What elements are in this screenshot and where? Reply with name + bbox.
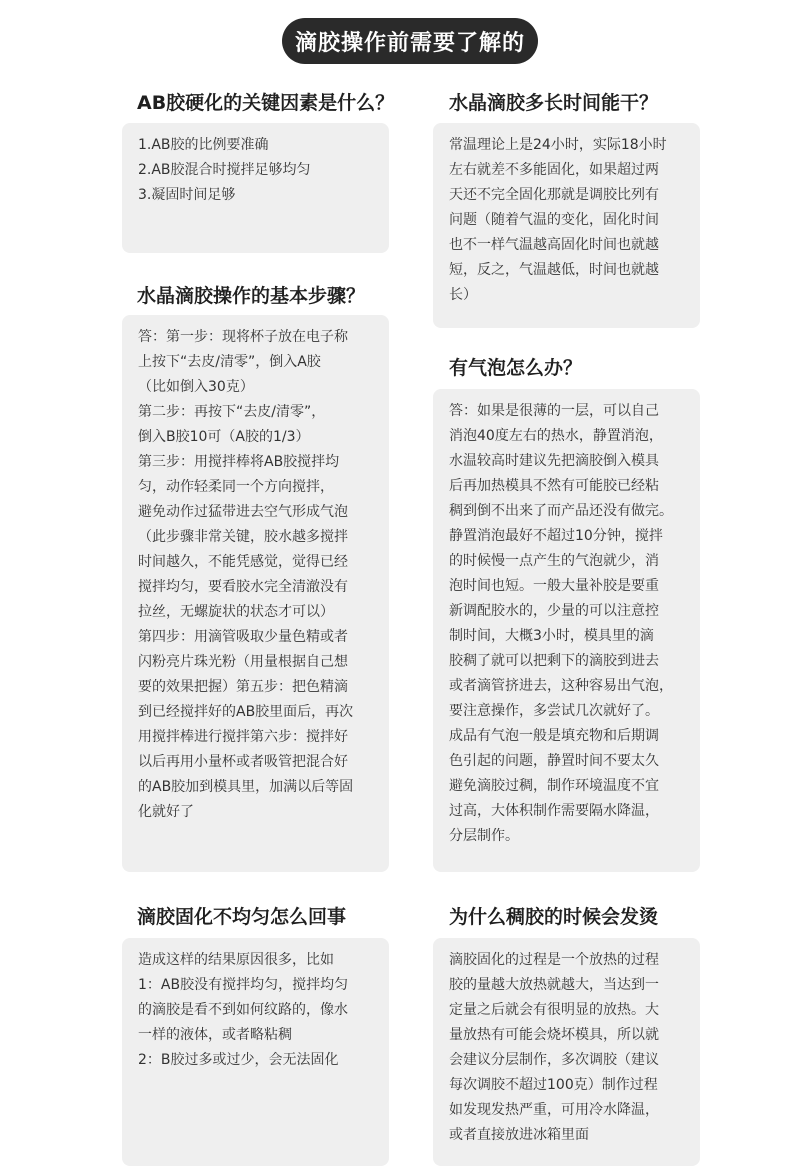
answer-line: 3.凝固时间足够 xyxy=(138,187,236,203)
answer-line: 闪粉亮片珠光粉（用量根据自己想 xyxy=(138,654,348,670)
answer-card-drying-time xyxy=(433,123,700,328)
answer-line: 1.AB胶的比例要准确 xyxy=(138,137,269,153)
answer-line: 滴胶固化的过程是一个放热的过程 xyxy=(449,952,659,968)
answer-line: （比如倒入30克） xyxy=(138,379,254,395)
answer-line: 倒入B胶10可（A胶的1/3） xyxy=(138,429,310,445)
answer-line: 会建议分层制作，多次调胶（建议 xyxy=(449,1052,659,1068)
answer-line: 化就好了 xyxy=(138,804,194,820)
answer-line: 避免滴胶过稠，制作环境温度不宜 xyxy=(449,778,659,794)
answer-line: 制时间，大概3小时，模具里的滴 xyxy=(449,628,654,644)
question-bubbles: 有气泡怎么办？ xyxy=(449,357,583,379)
question-basic-steps: 水晶滴胶操作的基本步骤？ xyxy=(137,285,366,307)
answer-line: 天还不完全固化那就是调胶比列有 xyxy=(449,187,659,203)
answer-line: 上按下“去皮/清零”，倒入A胶 xyxy=(138,354,321,370)
answer-line: 胶稠了就可以把剩下的滴胶到进去 xyxy=(449,653,659,669)
answer-card-bubbles xyxy=(433,389,700,872)
answer-line: 分层制作。 xyxy=(449,828,519,844)
answer-line: 搅拌均匀，要看胶水完全清澈没有 xyxy=(138,579,348,595)
answer-line: 时间越久，不能凭感觉，觉得已经 xyxy=(138,554,348,570)
answer-line: 每次调胶不超过100克）制作过程 xyxy=(449,1077,658,1093)
answer-line: 的滴胶是看不到如何纹路的，像水 xyxy=(138,1002,348,1018)
answer-line: 2：B胶过多或过少，会无法固化 xyxy=(138,1052,339,1068)
answer-line: （此步骤非常关键，胶水越多搅拌 xyxy=(138,529,348,545)
answer-line: 泡时间也短。一般大量补胶是要重 xyxy=(449,578,659,594)
answer-line: 一样的液体，或者略粘稠 xyxy=(138,1027,292,1043)
answer-line: 定量之后就会有很明显的放热。大 xyxy=(449,1002,659,1018)
answer-card-heat xyxy=(433,938,700,1166)
answer-line: 要注意操作，多尝试几次就好了。 xyxy=(449,703,659,719)
question-uneven-curing: 滴胶固化不均匀怎么回事 xyxy=(137,906,347,928)
answer-line: 到已经搅拌好的AB胶里面后，再次 xyxy=(138,704,354,720)
answer-line: 过高，大体积制作需要隔水降温， xyxy=(449,803,659,819)
answer-card-basic-steps xyxy=(122,315,389,872)
answer-line: 的AB胶加到模具里，加满以后等固 xyxy=(138,779,354,795)
answer-line: 或者滴管挤进去，这种容易出气泡， xyxy=(449,678,673,694)
answer-line: 第二步：再按下“去皮/清零”， xyxy=(138,404,326,420)
answer-line: 长） xyxy=(449,287,477,303)
answer-line: 常温理论上是24小时，实际18小时 xyxy=(449,137,667,153)
answer-line: 量放热有可能会烧坏模具，所以就 xyxy=(449,1027,659,1043)
answer-line: 色引起的问题，静置时间不要太久 xyxy=(449,753,659,769)
answer-line: 拉丝，无螺旋状的状态才可以） xyxy=(138,604,334,620)
answer-line: 左右就差不多能固化，如果超过两 xyxy=(449,162,659,178)
answer-line: 答：第一步：现将杯子放在电子称 xyxy=(138,329,348,345)
answer-card-uneven-curing xyxy=(122,938,389,1166)
question-drying-time: 水晶滴胶多长时间能干？ xyxy=(449,92,659,114)
answer-line: 水温较高时建议先把滴胶倒入模具 xyxy=(449,453,659,469)
answer-line: 用搅拌棒进行搅拌第六步：搅拌好 xyxy=(138,729,348,745)
answer-line: 第四步：用滴管吸取少量色精或者 xyxy=(138,629,348,645)
answer-line: 如发现发热严重，可用冷水降温， xyxy=(449,1102,659,1118)
answer-line: 造成这样的结果原因很多，比如 xyxy=(138,952,334,968)
answer-line: 也不一样气温越高固化时间也就越 xyxy=(449,237,659,253)
answer-line: 后再加热模具不然有可能胶已经粘 xyxy=(449,478,659,494)
answer-line: 短，反之，气温越低，时间也就越 xyxy=(449,262,659,278)
answer-line: 胶的量越大放热就越大，当达到一 xyxy=(449,977,659,993)
answer-line: 或者直接放进冰箱里面 xyxy=(449,1127,589,1143)
answer-line: 消泡40度左右的热水，静置消泡， xyxy=(449,428,663,444)
answer-line: 匀，动作轻柔同一个方向搅拌， xyxy=(138,479,334,495)
page-title: 滴胶操作前需要了解的 xyxy=(282,18,538,64)
answer-line: 的时候慢一点产生的气泡就少，消 xyxy=(449,553,659,569)
answer-line: 问题（随着气温的变化，固化时间 xyxy=(449,212,659,228)
answer-line: 静置消泡最好不超过10分钟，搅拌 xyxy=(449,528,663,544)
answer-line: 第三步：用搅拌棒将AB胶搅拌均 xyxy=(138,454,340,470)
answer-line: 答：如果是很薄的一层，可以自己 xyxy=(449,403,659,419)
answer-card-ab-hardening xyxy=(122,123,389,253)
question-heat: 为什么稠胶的时候会发烫 xyxy=(449,906,659,928)
answer-line: 2.AB胶混合时搅拌足够均匀 xyxy=(138,162,311,178)
answer-line: 以后再用小量杯或者吸管把混合好 xyxy=(138,754,348,770)
question-ab-hardening: AB胶硬化的关键因素是什么？ xyxy=(137,92,395,114)
answer-line: 稠到倒不出来了而产品还没有做完。 xyxy=(449,503,673,519)
answer-line: 1：AB胶没有搅拌均匀，搅拌均匀 xyxy=(138,977,349,993)
answer-line: 要的效果把握）第五步：把色精滴 xyxy=(138,679,348,695)
answer-line: 避免动作过猛带进去空气形成气泡 xyxy=(138,504,348,520)
answer-line: 成品有气泡一般是填充物和后期调 xyxy=(449,728,659,744)
answer-line: 新调配胶水的，少量的可以注意控 xyxy=(449,603,659,619)
